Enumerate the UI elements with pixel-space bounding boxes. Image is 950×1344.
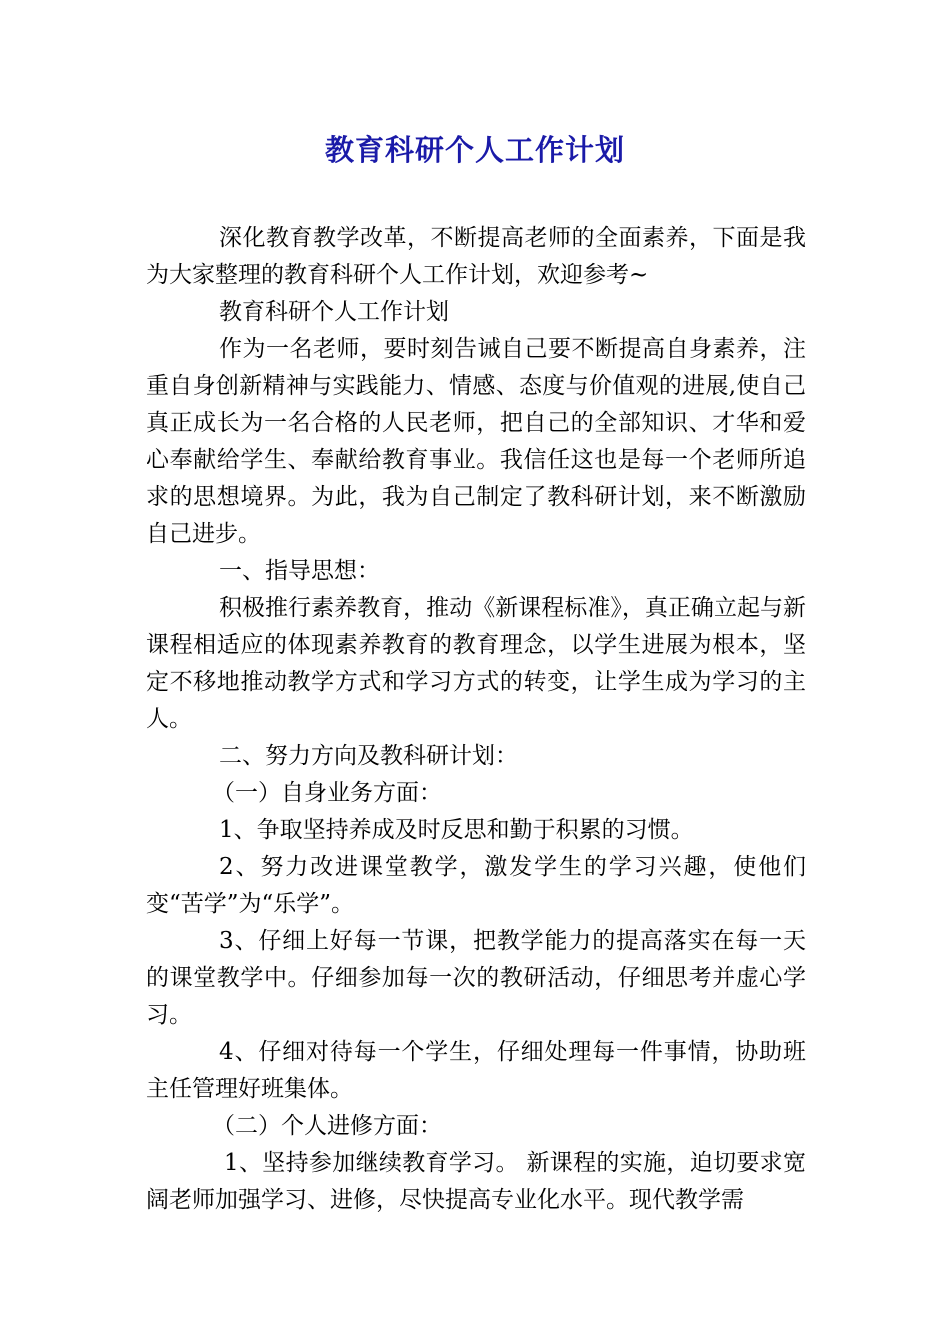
paragraph-preface: 作为一名老师，要时刻告诫自己要不断提高自身素养，注重自身创新精神与实践能力、情感、态度与价值观的进展,使自己真正成长为一名合格的人民老师，把自己的全部知识、才华和爱心奉献给学生、奉献给教育事业。我信任这也是每一个老师所追求的思想境界。为此，我为自己制定了教科研计划，来不断激励自己进步。: [146, 336, 806, 547]
heading-direction-plan: 二、努力方向及教科研计划：: [219, 743, 518, 769]
document-body: [146, 220, 806, 1219]
document-title: 教育科研个人工作计划: [324, 133, 625, 167]
list-item-3: 3、仔细上好每一节课，把教学能力的提高落实在每一天的课堂教学中。仔细参加每一次的教研活动，仔细思考并虚心学习。: [146, 928, 806, 1028]
list-item-2: 2、努力改进课堂教学，激发学生的学习兴趣，使他们变“苦学”为“乐学”。: [146, 854, 806, 917]
list-item-1: 1、争取坚持养成及时反思和勤于积累的习惯。: [219, 817, 694, 843]
paragraph-guiding-thought: 积极推行素养教育，推动《新课程标准》，真正确立起与新课程相适应的体现素养教育的教育理念，以学生进展为根本，坚定不移地推动教学方式和学习方式的转变，让学生成为学习的主人。: [146, 595, 806, 732]
heading-personal-business: （一）自身业务方面：: [212, 780, 442, 806]
list-item-4: 4、仔细对待每一个学生，仔细处理每一件事情，协助班主任管理好班集体。: [146, 1039, 806, 1102]
paragraph-subtitle: 教育科研个人工作计划: [219, 299, 449, 325]
paragraph-intro: 深化教育教学改革，不断提高老师的全面素养，下面是我为大家整理的教育科研个人工作计划，欢迎参考~: [146, 225, 806, 288]
heading-guiding-thought: 一、指导思想：: [219, 558, 380, 584]
heading-personal-study: （二）个人进修方面：: [212, 1113, 442, 1139]
list-item-study-1: 1、坚持参加继续教育学习。 新课程的实施，迫切要求宽阔老师加强学习、进修，尽快提高专业化水平。现代教学需: [146, 1150, 806, 1213]
